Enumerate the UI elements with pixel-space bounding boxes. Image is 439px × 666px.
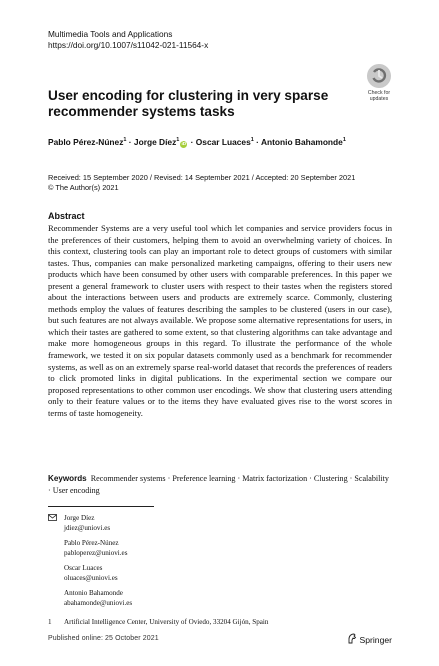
badge-line-1: Check for (367, 90, 391, 96)
contact-entry (48, 588, 398, 608)
author-2[interactable]: Jorge Díez$^1$iD · (133, 137, 196, 147)
keywords-label: Keywords (48, 474, 87, 483)
contact-email[interactable]: pabloperez@uniovi.es (64, 549, 128, 558)
keywords-text: Recommender systems · Preference learning · Matrix factorization · Clustering · Scalability · User encoding (48, 474, 389, 495)
publisher-logo[interactable] (347, 633, 392, 646)
contact-name: Pablo Pérez-Núnez (64, 538, 119, 547)
footnotes (48, 513, 398, 627)
keywords-block (48, 473, 392, 496)
footnote-rule (48, 506, 154, 507)
orcid-icon[interactable]: iD (181, 142, 187, 147)
contact-email[interactable]: oluaces@uniovi.es (64, 574, 118, 583)
author-4[interactable]: Antonio Bahamonde$^1$ (260, 137, 346, 147)
contact-entry (48, 563, 398, 583)
published-date: Published online: 25 October 2021 (48, 635, 159, 642)
author-list (48, 137, 408, 148)
journal-header (48, 29, 208, 51)
contact-entry (48, 538, 398, 558)
journal-name: Multimedia Tools and Applications (48, 29, 173, 39)
contact-email[interactable]: abahamonde@uniovi.es (64, 598, 133, 607)
author-1[interactable]: Pablo Pérez-Núnez$^1$ · (48, 137, 134, 147)
paper-title: User encoding for clustering in very sparse recommender systems tasks (48, 88, 329, 119)
check-updates-icon (367, 64, 391, 88)
affiliation-text: Artificial Intelligence Center, University of Oviedo, 33204 Gijón, Spain (64, 618, 269, 627)
article-history: Received: 15 September 2020 / Revised: 14 September 2021 / Accepted: 20 September 2021 (48, 173, 356, 182)
copyright-line: © The Author(s) 2021 (48, 183, 119, 192)
abstract-heading: Abstract (48, 211, 85, 221)
envelope-icon (48, 513, 57, 524)
affiliation (48, 617, 398, 627)
page-footer (48, 633, 398, 647)
check-for-updates-badge[interactable] (361, 64, 397, 108)
affiliation-mark: 1 (48, 618, 52, 627)
contact-name: Jorge Díez (64, 514, 95, 522)
article-dates (48, 173, 408, 193)
badge-line-2: updates (369, 96, 389, 102)
contact-email[interactable]: jdiez@uniovi.es (64, 524, 111, 533)
contact-entry (48, 513, 398, 533)
author-3[interactable]: Oscar Luaces$^1$ · (195, 137, 261, 147)
doi-link[interactable]: https://doi.org/10.1007/s11042-021-11564-x (48, 40, 209, 50)
contact-name: Antonio Bahamonde (64, 588, 123, 597)
contact-name: Oscar Luaces (64, 563, 103, 572)
springer-horse-icon (347, 633, 357, 646)
abstract-text: Recommender Systems are a very useful tool which let companies and service providers focus in the preferences of their customers, helping them to avoid an overwhelming variety of choices. In this context, clustering tools can play an important role to detect groups of customers with similar tastes. Thus, companies can make personalized marketing campaigns, offering to their users new products which have been consumed by other users with comparable preferences. In this paper we present a general framework to cluster users with respect to their tastes when the registers stored about the interactions between users and products are extremely scarce. Commonly, clustering methods employ the values of features describing the samples to be clustered (users in our case), but such features are not always available. We propose some alternative representations for users, in which their tastes are gathered to some extent, so that clustering algorithms can take advantage and make more homogeneous groups in this regard. To illustrate the performance of the whole framework, we tested it on six popular datasets commonly used as a benchmark for recommender systems, as well as on an extremely sparse real-world dataset that records the preferences of readers to click promoted links in digital publications. In the experimental section we compare our proposed representations to other common user encodings. We show that clustering users attending only to their feature values or to the items they have evaluated gives rise to the worst scores in terms of taste homogeneity. (48, 223, 392, 418)
publisher-name: Springer (359, 634, 392, 645)
